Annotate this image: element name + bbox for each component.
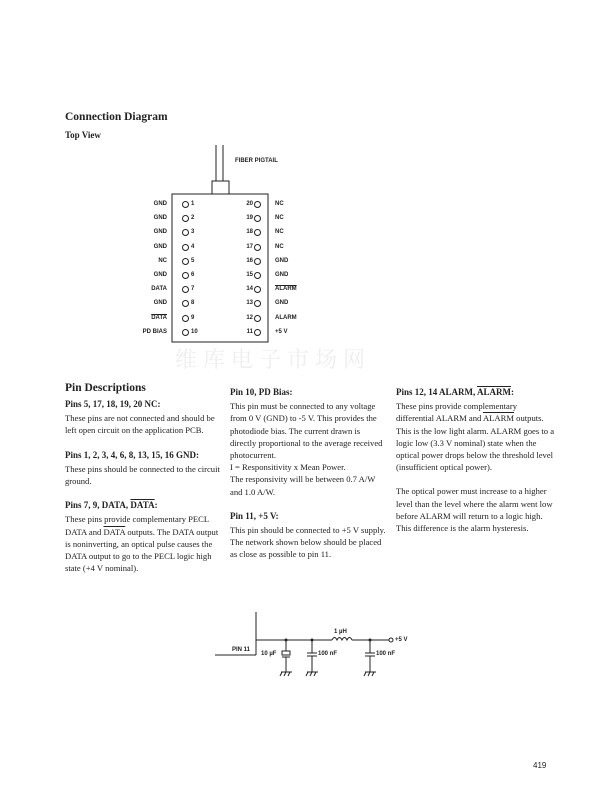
pin-label-left: GND (153, 300, 167, 307)
alarm-heading (396, 386, 554, 398)
data-heading (65, 499, 223, 511)
pin-hole-icon (254, 201, 261, 208)
pin-number: 1 (191, 201, 195, 207)
pin11-heading: Pin 11, +5 V: (230, 510, 279, 521)
pdbias-formula: I = Responsitivity x Mean Power. (230, 462, 346, 473)
pin-label-left: GND (153, 243, 167, 250)
text: DATA (103, 526, 126, 537)
pin-hole-icon (182, 258, 189, 265)
pin-label-right: GND (275, 257, 289, 264)
circuit-schematic (0, 600, 612, 690)
pin-label-right: ALARM (275, 314, 297, 321)
pin-number: 18 (246, 229, 253, 236)
pin-label-right: NC (275, 243, 284, 250)
text: These pins provide complementary PECL DATA and (65, 514, 209, 537)
c1-label: 10 µF (261, 651, 277, 657)
gnd-body: These pins should be connected to the circuit ground. (65, 463, 220, 487)
pin-number: 11 (246, 328, 253, 335)
pin-descriptions-title: Pin Descriptions (65, 382, 146, 394)
column-3 (396, 386, 554, 534)
column-2 (230, 386, 388, 561)
alarm-body (396, 400, 554, 473)
pin-label-right: NC (275, 215, 284, 222)
pin-number: 10 (191, 328, 198, 335)
text: : (511, 387, 515, 397)
section-heading: Connection Diagram (65, 111, 168, 123)
section-subheading: Top View (65, 130, 101, 140)
fiber-pigtail-label: FIBER PIGTAIL (235, 158, 278, 164)
nc-body: These pins are not connected and should be left open circuit on the application PCB. (65, 413, 215, 436)
pin-label-right: +5 V (275, 328, 288, 335)
pin-label-left: GND (153, 272, 167, 278)
pdbias-heading: Pin 10, PD Bias: (230, 387, 293, 397)
pin-hole-icon (254, 329, 261, 336)
inductor-label: 1 µH (334, 629, 347, 635)
data-body (65, 513, 223, 574)
pin-hole-icon (182, 272, 189, 279)
pin-hole-icon (182, 315, 189, 322)
output-label: +5 V (395, 637, 408, 643)
pin-label-left: GND (153, 215, 167, 222)
pin-hole-icon (182, 329, 189, 336)
text: : (154, 500, 158, 511)
pin-label-left: DATA (151, 314, 167, 321)
pin-hole-icon (254, 258, 261, 265)
pin-number: 16 (246, 257, 253, 264)
pin-label-right: NC (275, 201, 284, 207)
nc-heading: Pins 5, 17, 18, 19, 20 NC: (65, 399, 161, 409)
pin-label-left: GND (153, 229, 167, 236)
c2-label: 100 nF (318, 651, 338, 657)
pin-label-right: GND (275, 300, 289, 307)
text: DATA (130, 500, 155, 511)
pin-hole-icon (182, 244, 189, 251)
pin-label-left: PD BIAS (142, 328, 167, 335)
pin-label-left: NC (158, 257, 167, 264)
pin-number: 19 (246, 215, 253, 222)
package-outline (0, 0, 612, 346)
pin-number: 15 (246, 272, 253, 278)
text: Pins 7, 9, DATA, (65, 500, 131, 511)
pin-number: 7 (191, 286, 195, 293)
pin-number: 20 (246, 201, 253, 207)
pin-hole-icon (182, 201, 189, 208)
column-1 (65, 398, 223, 574)
pin-label-right: NC (275, 229, 284, 236)
pin-number: 8 (191, 300, 195, 307)
pin-number: 3 (191, 229, 195, 236)
pin-number: 4 (191, 243, 195, 250)
text: Pins 12, 14 ALARM, (396, 387, 478, 397)
gnd-heading: Pins 1, 2, 3, 4, 6, 8, 13, 15, 16 GND: (65, 449, 200, 460)
pin-label-left: GND (153, 201, 167, 207)
pin-hole-icon (254, 244, 261, 251)
c3-label: 100 nF (376, 651, 396, 657)
pin-hole-icon (254, 272, 261, 279)
page-number: 419 (533, 761, 547, 770)
pin-number: 2 (191, 215, 195, 222)
pdbias-body: This pin must be connected to any voltage from 0 V (GND) to -5 V. This provides the photodiode bias. The current drawn is directly proportional to the average received photocurrent. (230, 401, 383, 461)
pin11-label: PIN 11 (232, 647, 251, 653)
pdbias-body2: The responsivity will be between 0.7 A/W and 1.0 A/W. (230, 474, 376, 497)
text: ALARM (482, 413, 515, 424)
pin-label-right: GND (275, 272, 289, 278)
pin-number: 14 (246, 286, 253, 293)
pin-number: 9 (191, 314, 195, 321)
pin-number: 6 (191, 272, 195, 278)
alarm-body2: The optical power must increase to a higher level than the level where the alarm went low before ALARM will return to a logic high. This difference is the alarm hysteresis. (396, 486, 553, 534)
pin-number: 12 (246, 314, 253, 321)
pin-number: 5 (191, 257, 195, 264)
pin-label-left: DATA (151, 286, 167, 293)
text: These pins provide complementary differential ALARM and (396, 401, 517, 424)
pin-label-right: ALARM (275, 286, 297, 293)
pin-hole-icon (254, 315, 261, 322)
pin-number: 13 (246, 300, 253, 307)
text: ALARM (477, 387, 512, 397)
watermark: 维库电子市场网 (175, 348, 372, 373)
text: outputs. This is the low light alarm. ALARM goes to a logic low (3.3 V nominal) state when the optical power drops below the threshold level (insufficient optical power). (396, 413, 555, 473)
pin-number: 17 (246, 243, 253, 250)
pin11-body: This pin should be connected to +5 V supply. The network shown below should be placed as close as possible to pin 11. (230, 525, 386, 560)
text: outputs. The DATA output is noninverting, an optical pulse causes the DATA output to go to the PECL logic high state (+4 V nominal). (65, 526, 219, 574)
